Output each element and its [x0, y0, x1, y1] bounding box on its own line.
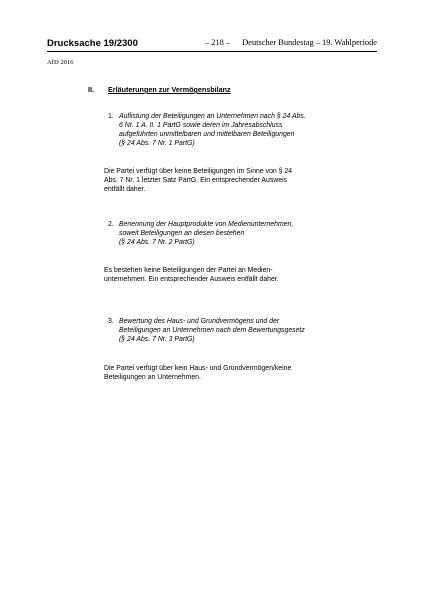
document-number: Drucksache 19/2300: [47, 38, 138, 49]
item-answer: Es bestehen keine Beteiligungen der Partei an Medien- unternehmen. Ein entsprechender Ausweis entfällt daher.: [104, 267, 279, 284]
section-title: Erläuterungen zur Vermögensbilanz: [108, 85, 231, 94]
party-tag: AfD 2016: [47, 59, 74, 66]
item-title: Bewertung des Haus- und Grundvermögens und der Beteiligungen an Unternehmen nach dem Bewertungsgesetz (§ 24 Abs. 7 Nr. 3 PartG): [119, 318, 305, 343]
page-number: – 218 –: [205, 38, 231, 47]
parliament-label: Deutscher Bundestag – 19. Wahlperiode: [242, 38, 377, 47]
item-number: 1.: [108, 113, 114, 120]
header-rule: [47, 51, 377, 52]
section-heading: [88, 85, 231, 94]
item-title: Auflistung der Beteiligungen an Unternehmen nach § 24 Abs. 6 Nr. 1 A. II. 1 PartG sowie deren im Jahresabschluss aufgeführten unmittelbaren und mittelbaren Beteiligungen (§ 24 Abs. 7 Nr. 1 PartG): [119, 113, 306, 147]
item-answer: Die Partei verfügt über kein Haus- und Grundvermögen/keine Beteiligungen an Unternehmen.: [104, 365, 292, 382]
item-number: 2.: [108, 221, 114, 228]
item-answer: Die Partei verfügt über keine Beteiligungen im Sinne von § 24 Abs. 7 Nr. 1 letzter Satz PartG. Ein entsprechender Ausweis entfällt daher.: [104, 168, 293, 194]
page-header: [47, 38, 377, 52]
item-number: 3.: [108, 318, 114, 325]
item-title: Benennung der Hauptprodukte von Medienunternehmen, soweit Beteiligungen an diesen bestehen (§ 24 Abs. 7 Nr. 2 PartG): [119, 221, 294, 246]
section-number: II.: [88, 85, 94, 94]
